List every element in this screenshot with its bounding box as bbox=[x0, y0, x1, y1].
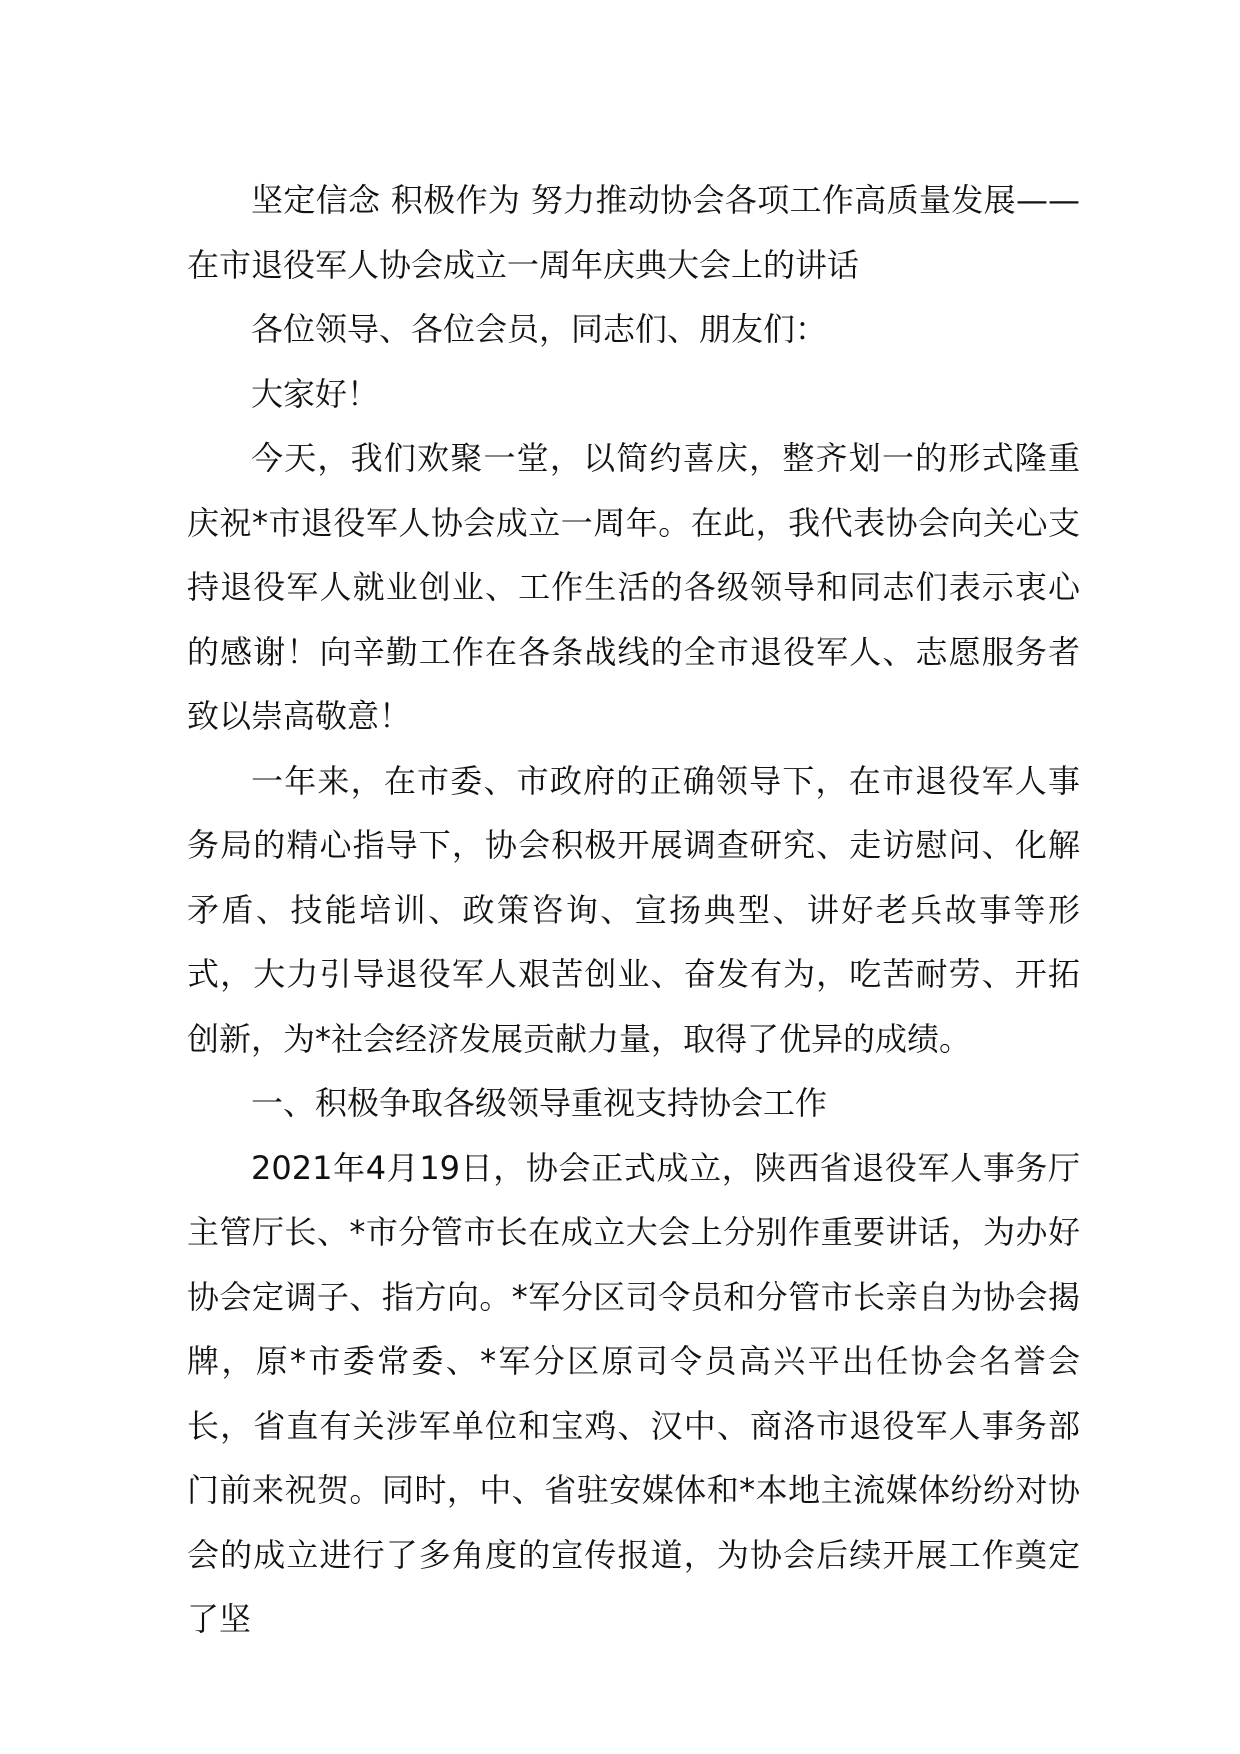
body-paragraph: 一年来，在市委、市政府的正确领导下，在市退役军人事务局的精心指导下，协会积极开展调查研究、走访慰问、化解矛盾、技能培训、政策咨询、宣扬典型、讲好老兵故事等形式，大力引导退役军人艰苦创业、奋发有为，吃苦耐劳、开拓创新，为*社会经济发展贡献力量，取得了优异的成绩。 bbox=[187, 761, 1080, 1058]
greeting: 大家好！ bbox=[251, 374, 380, 413]
section-heading: 一、积极争取各级领导重视支持协会工作 bbox=[251, 1084, 828, 1122]
body-paragraph: 今天，我们欢聚一堂，以简约喜庆，整齐划一的形式隆重庆祝*市退役军人协会成立一周年。在此，我代表协会向关心支持退役军人就业创业、工作生活的各级领导和同志们表示衷心的感谢！向辛勤工作在各条战线的全市退役军人、志愿服务者致以崇高敬意！ bbox=[187, 439, 1080, 735]
body-paragraph: 2021年4月19日，协会正式成立，陕西省退役军人事务厅主管厅长、*市分管市长在成立大会上分别作重要讲话，为办好协会定调子、指方向。*军分区司令员和分管市长亲自为协会揭牌，原*市委常委、*军分区原司令员高兴平出任协会名誉会长，省直有关涉军单位和宝鸡、汉中、商洛市退役军人事务部门前来祝贺。同时，中、省驻安媒体和*本地主流媒体纷纷对协会的成立进行了多角度的宣传报道，为协会后续开展工作奠定了坚 bbox=[187, 1148, 1080, 1638]
document-body bbox=[187, 168, 1080, 1652]
salutation: 各位领导、各位会员，同志们、朋友们： bbox=[251, 310, 828, 348]
speech-title: 坚定信念 积极作为 努力推动协会各项工作高质量发展——在市退役军人协会成立一周年庆典大会上的讲话 bbox=[187, 181, 1080, 284]
